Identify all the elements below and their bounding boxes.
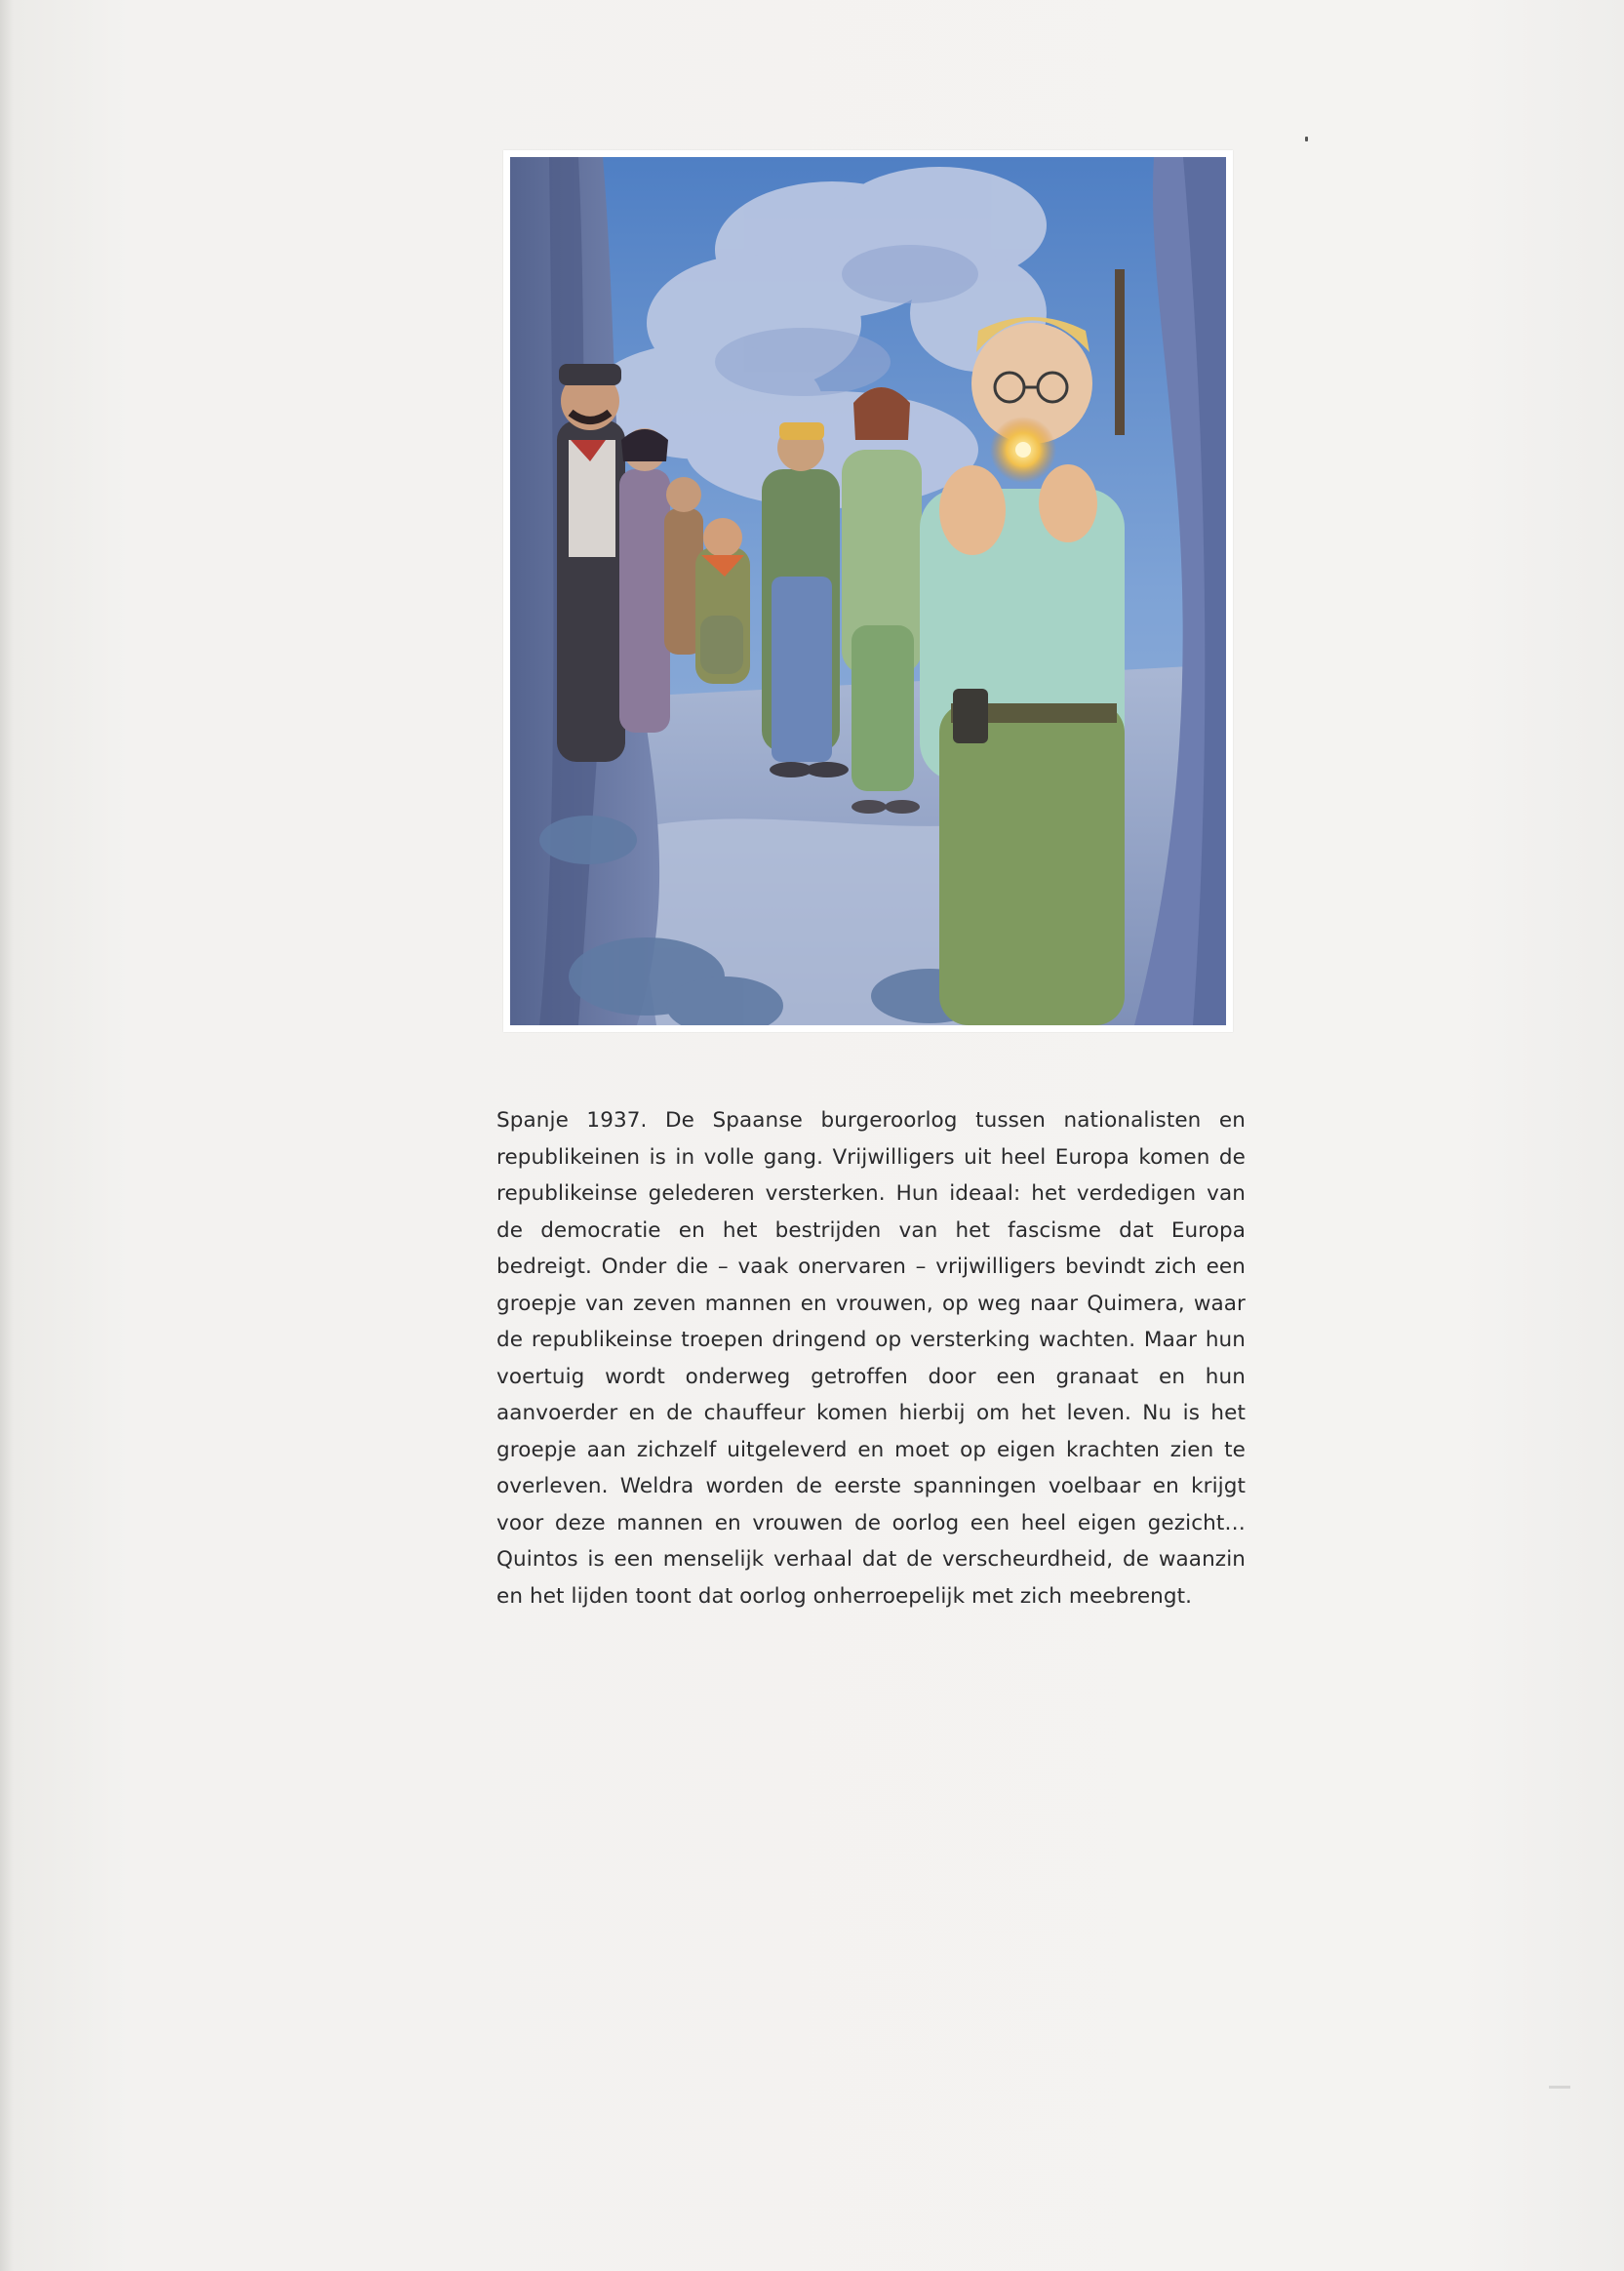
print-speck — [1305, 137, 1308, 141]
page-edge — [0, 0, 14, 2271]
comic-illustration-icon — [510, 157, 1226, 1025]
back-cover-blurb: Spanje 1937. De Spaanse burgeroorlog tussen nationalisten en republikeinen is in volle gang. Vrijwilligers uit heel Europa komen de republikeinse gelederen versterken. Hun ideaal: het verdedigen van de democratie en het bestrijden van het fascisme dat Europa bedreigt. Onder die – vaak onervaren – vrijwilligers bevindt zich een groepje van zeven mannen en vrouwen, op weg naar Quimera, waar de republikeinse troepen dringend op versterking wachten. Maar hun voertuig wordt onderweg getroffen door een granaat en hun aanvoerder en de chauffeur komen hierbij om het leven. Nu is het groepje aan zichzelf uitgeleverd en moet op eigen krachten zien te overleven. Weldra worden de eerste spanningen voelbaar en krijgt voor deze mannen en vrouwen de oorlog een heel eigen gezicht… Quintos is een menselijk verhaal dat de verscheurdheid, de waanzin en het lijden toont dat oorlog onherroepelijk met zich meebrengt. — [496, 1108, 1246, 1609]
figure-mustache-man — [557, 364, 625, 762]
figure-woman-dark — [619, 428, 670, 733]
corner-mark — [1549, 2086, 1570, 2089]
cover-illustration — [510, 157, 1226, 1025]
